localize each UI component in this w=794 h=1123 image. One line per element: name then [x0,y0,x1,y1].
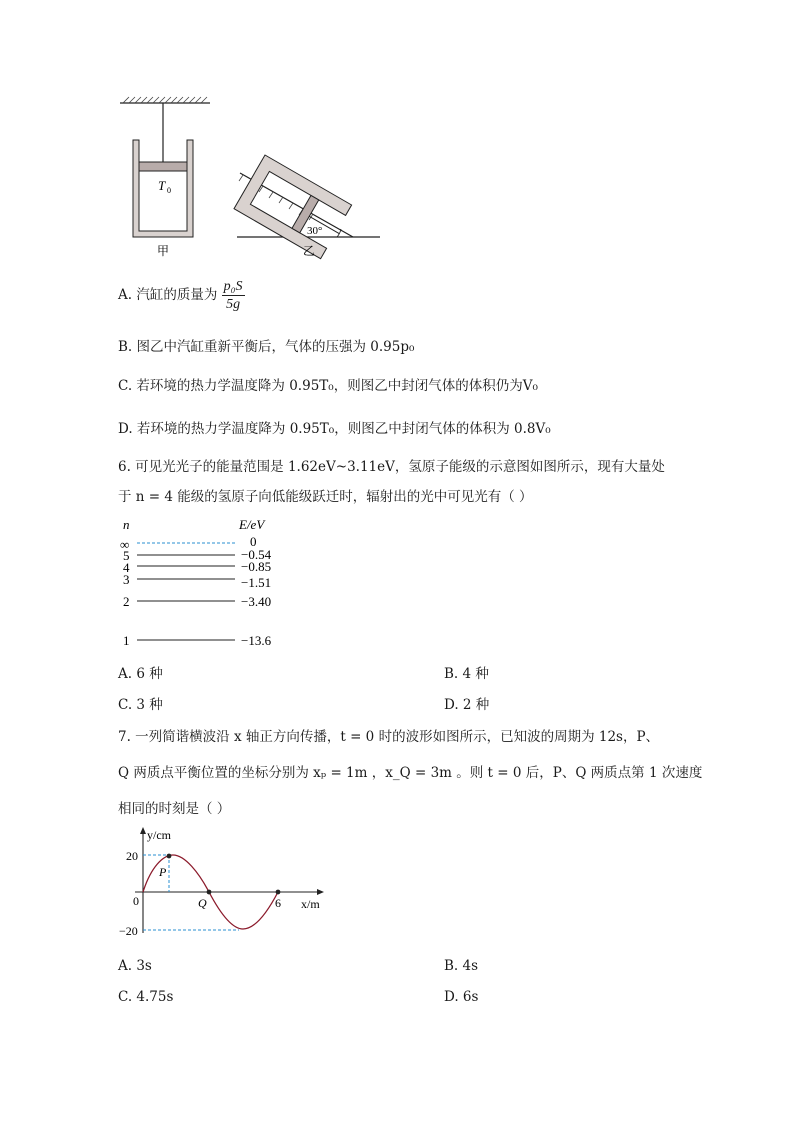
q6-option-d: D. 2 种 [444,697,490,713]
q6-option-b: B. 4 种 [444,666,489,682]
point-x6 [276,890,281,895]
level-n-4: 4 [123,560,130,575]
q7-option-b: B. 4s [444,958,479,974]
origin-label: 0 [133,894,139,908]
q7-option-d: D. 6s [444,989,479,1005]
level-e-2: −3.40 [241,594,272,609]
q5-option-a: A. 汽缸的质量为 $\frac{\text{p₀S}}{5g}$ [118,279,243,312]
y-axis-label: y/cm [147,828,171,842]
temperature-label: T [158,178,166,193]
y-tick-neg: −20 [119,924,138,938]
x-tick-6: 6 [275,896,281,910]
n-header: n [123,517,130,532]
level-e-4: −0.85 [241,559,272,574]
q7-option-c: C. 4.75s [118,989,174,1005]
figure-label-yi: 乙 [303,244,316,258]
level-e-1: −13.6 [241,633,272,648]
level-e-3: −1.51 [241,575,272,590]
wave-graph [115,825,335,945]
mass-fraction: $\frac{\text{p₀S}}{5g}$ [223,279,243,312]
gas-cylinder-figure [115,95,390,265]
q7-stem-line1: 7. 一列简谐横波沿 x 轴正方向传播，t = 0 时的波形如图所示，已知波的周期为 12s，P、 [118,729,660,745]
energy-level-diagram [115,515,305,655]
q6-option-c: C. 3 种 [118,697,163,713]
point-q [207,890,212,895]
level-n-2: 2 [123,594,130,609]
level-e-inf: 0 [250,534,257,549]
level-n-inf: ∞ [120,537,130,552]
q6-stem-line2: 于 n = 4 能级的氢原子向低能级跃迁时，辐射出的光中可见光有（ ） [118,489,533,505]
level-n-1: 1 [123,633,130,648]
point-p [167,854,172,859]
level-n-3: 3 [123,572,130,587]
y-tick-pos: 20 [126,849,138,863]
figure-label-jia: 甲 [157,244,170,258]
q7-stem-line2: Q 两质点平衡位置的坐标分别为 xₚ = 1m ，x_Q = 3m 。则 t = 0 后，P、Q 两质点第 1 次速度 [118,765,703,781]
q6-option-a: A. 6 种 [118,666,163,682]
angle-label: 30° [307,225,323,237]
q5-option-b: B. 图乙中汽缸重新平衡后，气体的压强为 0.95p₀ [118,339,415,355]
x-axis-label: x/m [301,897,320,911]
q5-option-c: C. 若环境的热力学温度降为 0.95T₀，则图乙中封闭气体的体积仍为V₀ [118,378,538,394]
e-header: E/eV [239,517,265,532]
level-n-5: 5 [123,548,130,563]
svg-text:0: 0 [167,186,171,195]
level-e-5: −0.54 [241,547,272,562]
q7-stem-line3: 相同的时刻是（ ） [118,801,231,817]
q6-stem-line1: 6. 可见光光子的能量范围是 1.62eV~3.11eV，氢原子能级的示意图如图所示，现有大量处 [118,459,665,475]
q7-option-a: A. 3s [118,958,152,974]
q5-option-d: D. 若环境的热力学温度降为 0.95T₀，则图乙中封闭气体的体积为 0.8V₀ [118,421,551,437]
q-label: Q [198,896,207,910]
p-label: P [159,865,167,879]
